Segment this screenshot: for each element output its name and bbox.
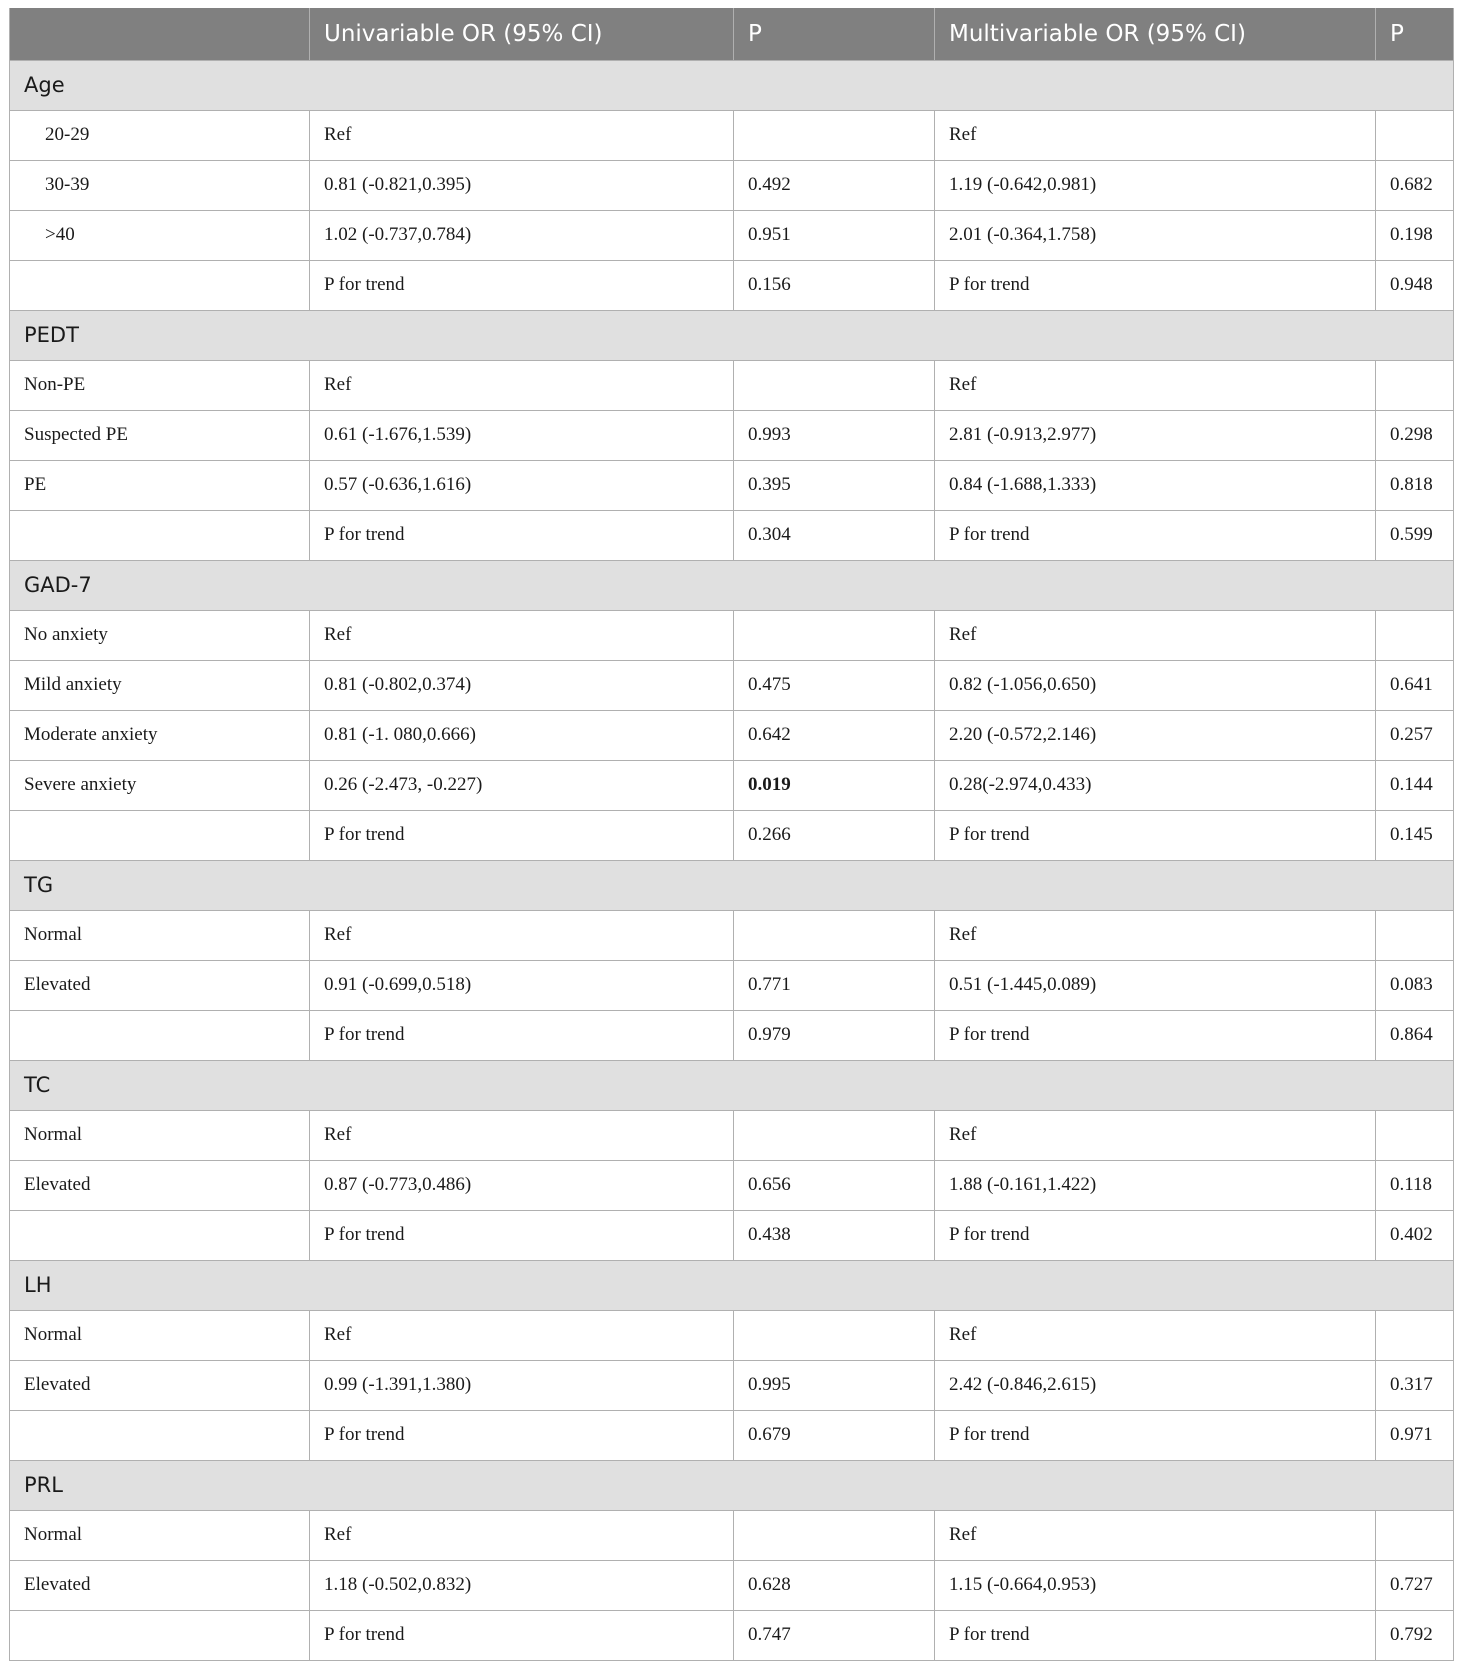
multivariable-or: 2.81 (-0.913,2.977) [935, 410, 1376, 460]
table-row [10, 1360, 1454, 1410]
multivariable-p [1376, 360, 1454, 410]
univariable-p: 0.951 [734, 210, 935, 260]
header-p-multivariable: P [1376, 8, 1454, 60]
univariable-or: 0.99 (-1.391,1.380) [310, 1360, 734, 1410]
row-label: Normal [10, 1110, 310, 1160]
multivariable-p: 0.864 [1376, 1010, 1454, 1060]
multivariable-or: 2.01 (-0.364,1.758) [935, 210, 1376, 260]
univariable-or: P for trend [310, 1010, 734, 1060]
univariable-p [734, 1110, 935, 1160]
multivariable-p: 0.402 [1376, 1210, 1454, 1260]
univariable-or: P for trend [310, 1410, 734, 1460]
row-label: 20-29 [10, 110, 310, 160]
univariable-p: 0.993 [734, 410, 935, 460]
univariable-or: 0.81 (-0.821,0.395) [310, 160, 734, 210]
row-label [10, 1010, 310, 1060]
table-row [10, 410, 1454, 460]
univariable-or: 1.18 (-0.502,0.832) [310, 1560, 734, 1610]
multivariable-or: 2.42 (-0.846,2.615) [935, 1360, 1376, 1410]
multivariable-p [1376, 110, 1454, 160]
row-label: Elevated [10, 1360, 310, 1410]
multivariable-or: 0.84 (-1.688,1.333) [935, 460, 1376, 510]
multivariable-p: 0.727 [1376, 1560, 1454, 1610]
univariable-or: Ref [310, 110, 734, 160]
table-row [10, 610, 1454, 660]
multivariable-p: 0.118 [1376, 1160, 1454, 1210]
table-row [10, 1510, 1454, 1560]
univariable-p: 0.304 [734, 510, 935, 560]
table-row [10, 210, 1454, 260]
table-row [10, 660, 1454, 710]
univariable-or: 0.61 (-1.676,1.539) [310, 410, 734, 460]
row-label: Elevated [10, 1160, 310, 1210]
row-label: Normal [10, 910, 310, 960]
multivariable-or: Ref [935, 910, 1376, 960]
multivariable-or: Ref [935, 1510, 1376, 1560]
multivariable-p: 0.298 [1376, 410, 1454, 460]
univariable-or: P for trend [310, 510, 734, 560]
univariable-p: 0.979 [734, 1010, 935, 1060]
table-row [10, 110, 1454, 160]
row-label [10, 1610, 310, 1660]
multivariable-or: 0.51 (-1.445,0.089) [935, 960, 1376, 1010]
univariable-or: Ref [310, 1110, 734, 1160]
univariable-or: 0.91 (-0.699,0.518) [310, 960, 734, 1010]
row-label: >40 [10, 210, 310, 260]
table-row [10, 760, 1454, 810]
univariable-p [734, 1310, 935, 1360]
univariable-or: P for trend [310, 1210, 734, 1260]
header-p-univariable: P [734, 8, 935, 60]
table-row [10, 960, 1454, 1010]
univariable-or: P for trend [310, 260, 734, 310]
table-container [9, 8, 1453, 1661]
multivariable-or: P for trend [935, 260, 1376, 310]
multivariable-or: P for trend [935, 1210, 1376, 1260]
univariable-or: Ref [310, 910, 734, 960]
multivariable-p: 0.971 [1376, 1410, 1454, 1460]
table-row [10, 460, 1454, 510]
table-row [10, 1560, 1454, 1610]
multivariable-p [1376, 1310, 1454, 1360]
univariable-p: 0.475 [734, 660, 935, 710]
table-row [10, 910, 1454, 960]
univariable-p [734, 610, 935, 660]
multivariable-p: 0.257 [1376, 710, 1454, 760]
univariable-or: 0.26 (-2.473, -0.227) [310, 760, 734, 810]
univariable-or: P for trend [310, 810, 734, 860]
univariable-p: 0.995 [734, 1360, 935, 1410]
multivariable-or: 1.88 (-0.161,1.422) [935, 1160, 1376, 1210]
header-multivariable: Multivariable OR (95% CI) [935, 8, 1376, 60]
univariable-or: Ref [310, 1510, 734, 1560]
multivariable-or: P for trend [935, 510, 1376, 560]
univariable-p: 0.156 [734, 260, 935, 310]
univariable-p-significant: 0.019 [734, 760, 935, 810]
odds-ratio-table [9, 8, 1454, 1661]
univariable-or: 0.81 (-1. 080,0.666) [310, 710, 734, 760]
header-row [10, 8, 1454, 60]
multivariable-or: 2.20 (-0.572,2.146) [935, 710, 1376, 760]
section-title: LH [10, 1260, 1454, 1310]
table-row [10, 260, 1454, 310]
univariable-p [734, 110, 935, 160]
multivariable-p: 0.818 [1376, 460, 1454, 510]
univariable-p [734, 360, 935, 410]
univariable-p: 0.642 [734, 710, 935, 760]
univariable-or: Ref [310, 360, 734, 410]
multivariable-or: Ref [935, 610, 1376, 660]
table-row [10, 510, 1454, 560]
section-row [10, 1060, 1454, 1110]
table-row [10, 1410, 1454, 1460]
multivariable-p: 0.198 [1376, 210, 1454, 260]
multivariable-or: P for trend [935, 1610, 1376, 1660]
univariable-p: 0.656 [734, 1160, 935, 1210]
univariable-p: 0.679 [734, 1410, 935, 1460]
row-label [10, 260, 310, 310]
section-row [10, 1460, 1454, 1510]
row-label [10, 810, 310, 860]
table-row [10, 1160, 1454, 1210]
table-row [10, 360, 1454, 410]
multivariable-or: Ref [935, 1310, 1376, 1360]
section-row [10, 1260, 1454, 1310]
row-label: Moderate anxiety [10, 710, 310, 760]
row-label: PE [10, 460, 310, 510]
univariable-p: 0.266 [734, 810, 935, 860]
multivariable-p [1376, 910, 1454, 960]
table-row [10, 710, 1454, 760]
section-row [10, 560, 1454, 610]
section-row [10, 60, 1454, 110]
table-row [10, 160, 1454, 210]
row-label: Normal [10, 1310, 310, 1360]
univariable-p: 0.438 [734, 1210, 935, 1260]
multivariable-p [1376, 1110, 1454, 1160]
row-label: Suspected PE [10, 410, 310, 460]
multivariable-or: 0.28(-2.974,0.433) [935, 760, 1376, 810]
multivariable-or: P for trend [935, 1410, 1376, 1460]
univariable-p [734, 910, 935, 960]
multivariable-p: 0.144 [1376, 760, 1454, 810]
table-row [10, 1610, 1454, 1660]
multivariable-or: 1.15 (-0.664,0.953) [935, 1560, 1376, 1610]
section-row [10, 860, 1454, 910]
univariable-p: 0.771 [734, 960, 935, 1010]
row-label: 30-39 [10, 160, 310, 210]
row-label: Non-PE [10, 360, 310, 410]
section-title: GAD-7 [10, 560, 1454, 610]
row-label [10, 1210, 310, 1260]
section-title: PEDT [10, 310, 1454, 360]
multivariable-p: 0.145 [1376, 810, 1454, 860]
multivariable-or: Ref [935, 1110, 1376, 1160]
table-row [10, 1010, 1454, 1060]
row-label: Elevated [10, 960, 310, 1010]
multivariable-p: 0.599 [1376, 510, 1454, 560]
multivariable-or: P for trend [935, 1010, 1376, 1060]
row-label: Severe anxiety [10, 760, 310, 810]
row-label: No anxiety [10, 610, 310, 660]
multivariable-or: 1.19 (-0.642,0.981) [935, 160, 1376, 210]
table-row [10, 1110, 1454, 1160]
row-label [10, 1410, 310, 1460]
row-label: Mild anxiety [10, 660, 310, 710]
univariable-or: 0.57 (-0.636,1.616) [310, 460, 734, 510]
multivariable-p [1376, 610, 1454, 660]
multivariable-or: Ref [935, 360, 1376, 410]
table-row [10, 1210, 1454, 1260]
section-title: TG [10, 860, 1454, 910]
table-row [10, 1310, 1454, 1360]
multivariable-p: 0.317 [1376, 1360, 1454, 1410]
univariable-p [734, 1510, 935, 1560]
multivariable-or: P for trend [935, 810, 1376, 860]
multivariable-p: 0.083 [1376, 960, 1454, 1010]
row-label: Elevated [10, 1560, 310, 1610]
univariable-or: 0.81 (-0.802,0.374) [310, 660, 734, 710]
header-blank [10, 8, 310, 60]
univariable-p: 0.395 [734, 460, 935, 510]
header-univariable: Univariable OR (95% CI) [310, 8, 734, 60]
multivariable-p [1376, 1510, 1454, 1560]
section-title: TC [10, 1060, 1454, 1110]
multivariable-p: 0.682 [1376, 160, 1454, 210]
section-row [10, 310, 1454, 360]
multivariable-p: 0.792 [1376, 1610, 1454, 1660]
univariable-or: Ref [310, 1310, 734, 1360]
section-title: Age [10, 60, 1454, 110]
multivariable-p: 0.641 [1376, 660, 1454, 710]
univariable-p: 0.628 [734, 1560, 935, 1610]
multivariable-or: Ref [935, 110, 1376, 160]
multivariable-or: 0.82 (-1.056,0.650) [935, 660, 1376, 710]
row-label: Normal [10, 1510, 310, 1560]
univariable-or: 1.02 (-0.737,0.784) [310, 210, 734, 260]
univariable-or: P for trend [310, 1610, 734, 1660]
univariable-or: Ref [310, 610, 734, 660]
row-label [10, 510, 310, 560]
table-row [10, 810, 1454, 860]
univariable-or: 0.87 (-0.773,0.486) [310, 1160, 734, 1210]
univariable-p: 0.492 [734, 160, 935, 210]
multivariable-p: 0.948 [1376, 260, 1454, 310]
univariable-p: 0.747 [734, 1610, 935, 1660]
section-title: PRL [10, 1460, 1454, 1510]
